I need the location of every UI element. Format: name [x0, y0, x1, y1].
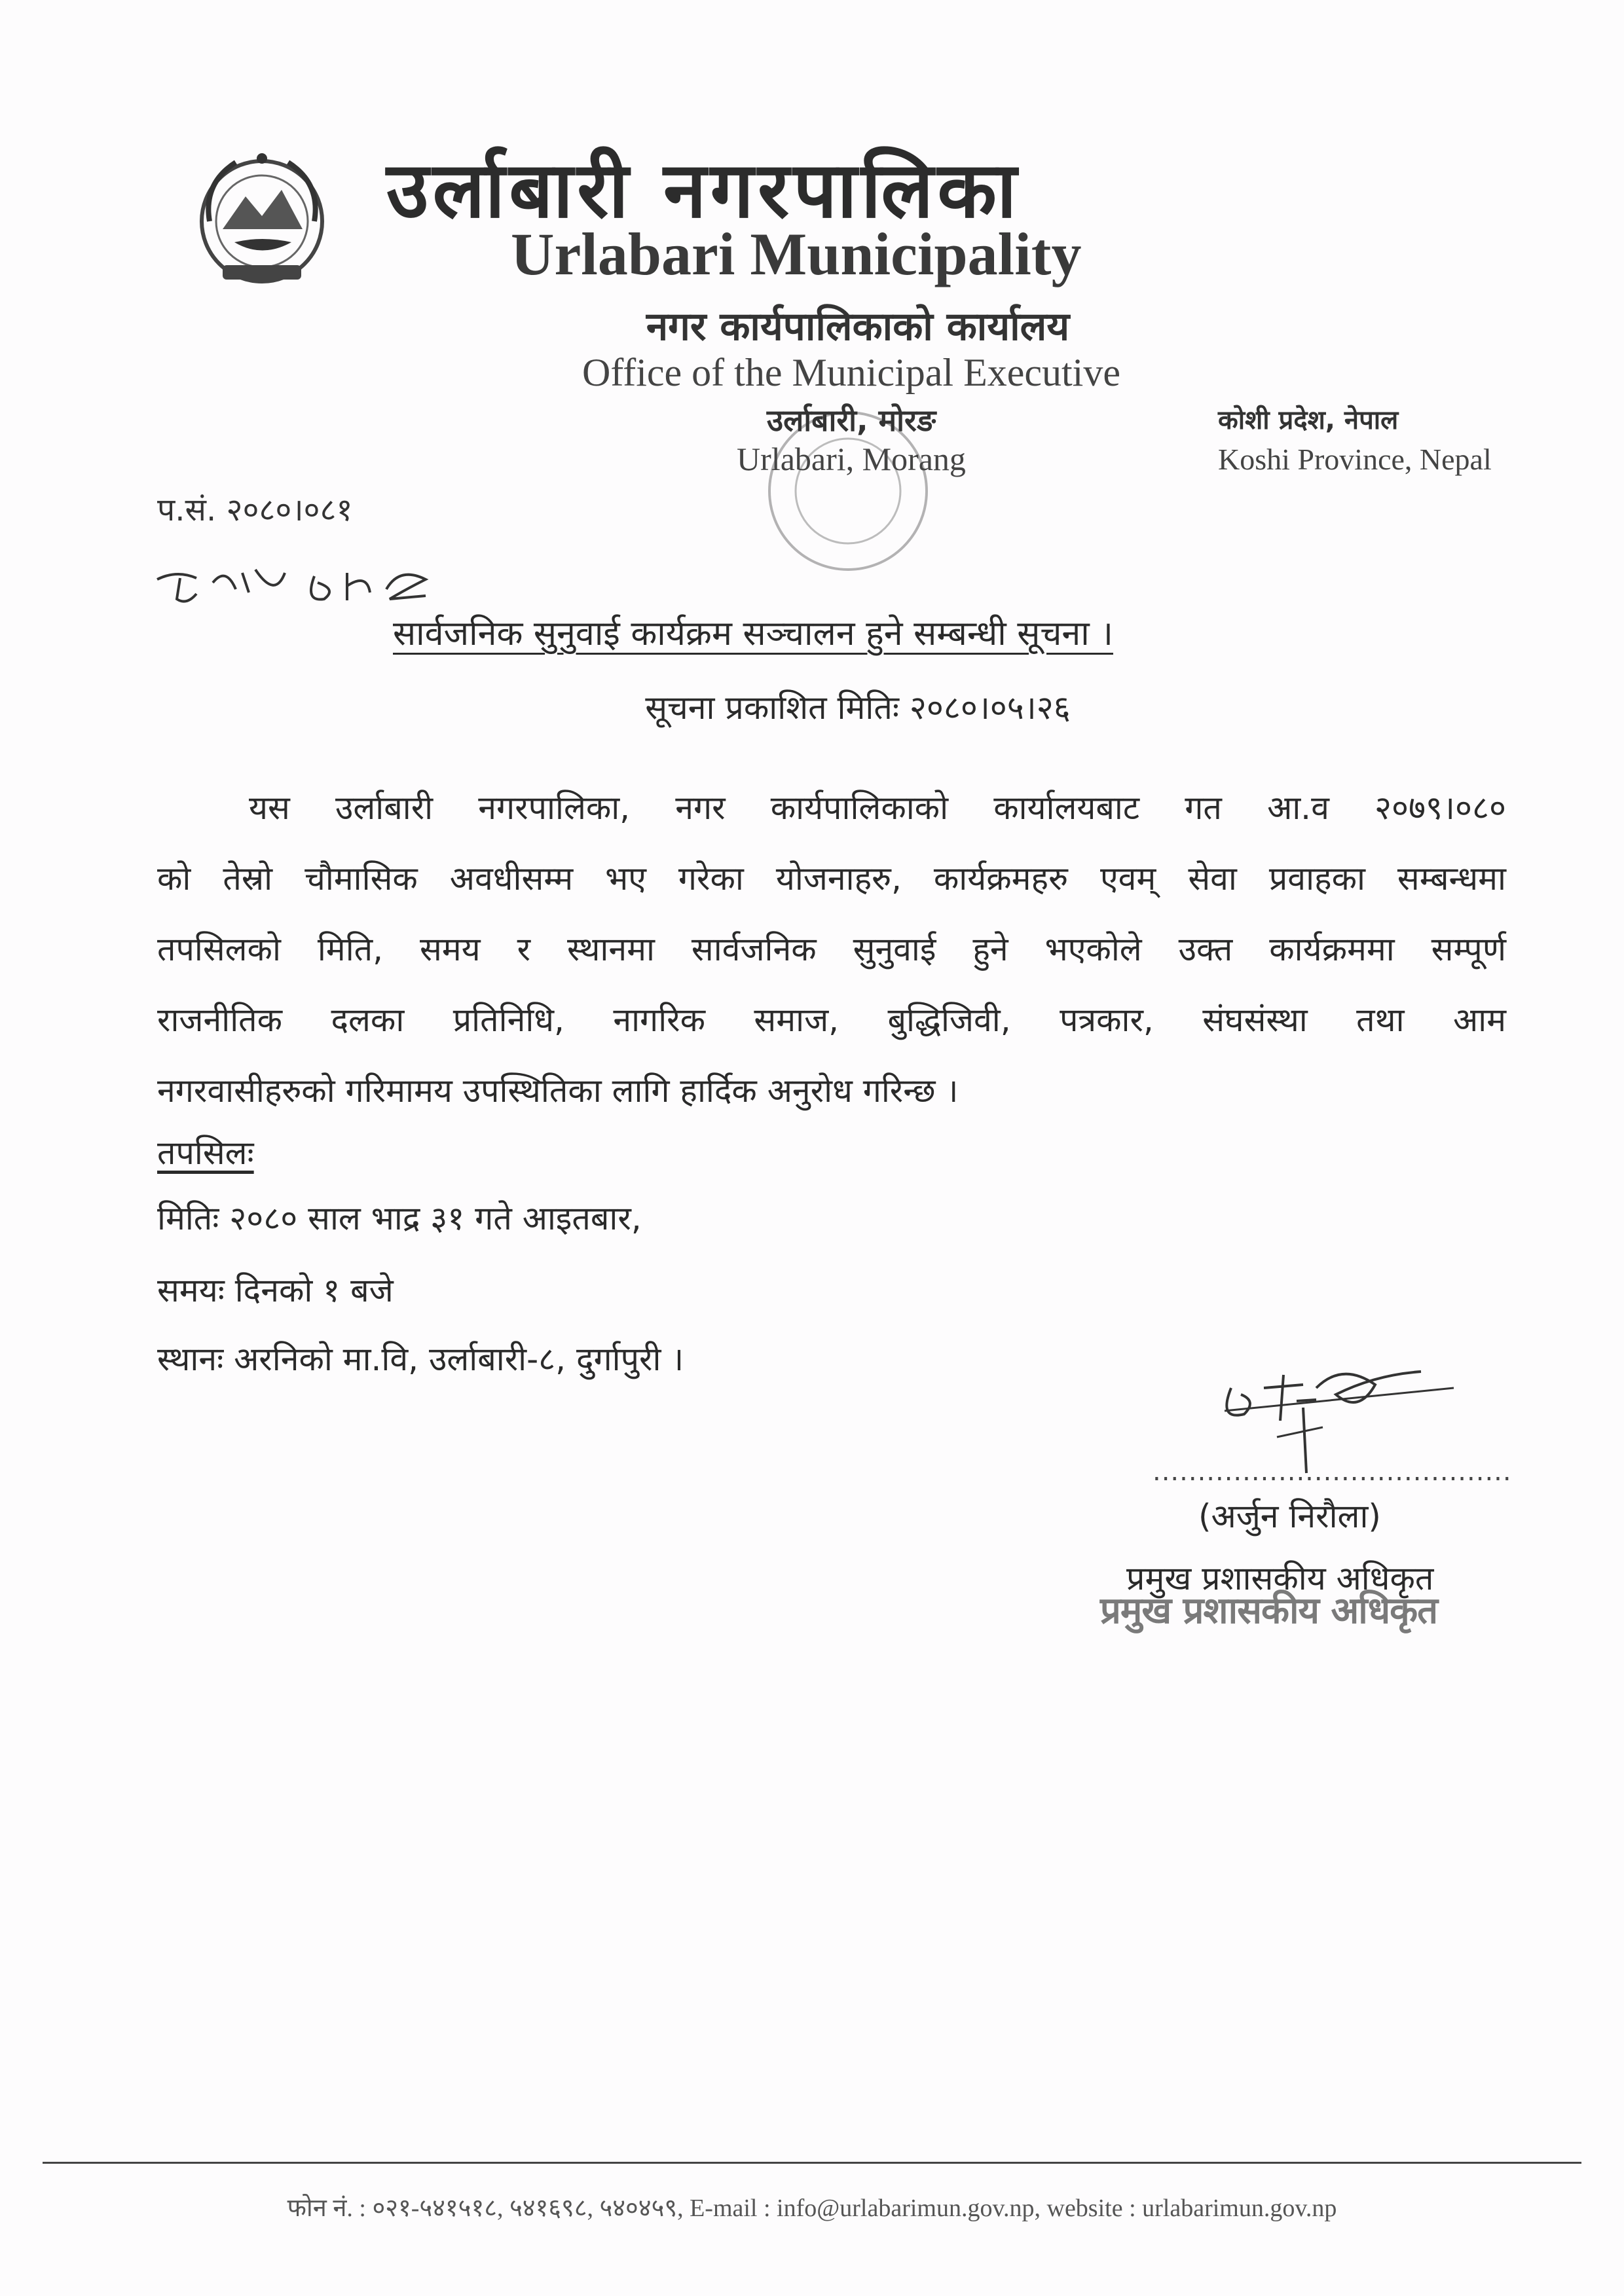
notice-body	[157, 773, 1506, 1126]
schedule-heading: तपसिलः	[157, 1134, 254, 1172]
municipality-name-np: उर्लाबारी नगरपालिका	[386, 145, 1021, 235]
place-en: Urlabari, Morang	[737, 441, 966, 477]
province-en: Koshi Province, Nepal	[1218, 443, 1492, 476]
footer-contact: फोन नं. : ०२१-५४१५१८, ५४१६९८, ५४०४५९, E-mail : info@urlabarimun.gov.np, website : urlabarimun.gov.np	[287, 2195, 1337, 2222]
signer-name: (अर्जुन निरौला)	[1198, 1497, 1381, 1535]
footer-divider	[43, 2162, 1581, 2164]
notice-title: सार्वजनिक सुनुवाई कार्यक्रम सञ्चालन हुने सम्बन्धी सूचना ।	[393, 614, 1113, 653]
handwritten-dispatch-number	[151, 553, 445, 612]
published-date: सूचना प्रकाशित मितिः २०८०।०५।२६	[645, 689, 1071, 727]
body-line: यस उर्लाबारी नगरपालिका, नगर कार्यपालिकाको कार्यालयबाट गत आ.व २०७९।०८०	[249, 789, 1506, 827]
signature-dotted-line: ........................................	[1153, 1457, 1512, 1487]
event-venue: स्थानः अरनिको मा.वि, उर्लाबारी-८, दुर्गापुरी ।	[157, 1340, 684, 1378]
body-line: नगरवासीहरुको गरिमामय उपस्थितिका लागि हार्दिक अनुरोध गरिन्छ ।	[157, 1072, 959, 1110]
office-name-np: नगर कार्यपालिकाको कार्यालय	[646, 304, 1070, 350]
event-date: मितिः २०८० साल भाद्र ३१ गते आइतबार,	[157, 1199, 642, 1237]
office-name-en: Office of the Municipal Executive	[582, 351, 1120, 394]
signer-title: प्रमुख प्रशासकीय अधिकृत	[1126, 1559, 1434, 1597]
municipality-name-en: Urlabari Municipality	[511, 221, 1082, 287]
body-line: को तेस्रो चौमासिक अवधीसम्म भए गरेका योजनाहरु, कार्यक्रमहरु एवम् सेवा प्रवाहका सम्बन्धमा	[157, 860, 1506, 898]
nepal-emblem-logo	[183, 144, 341, 295]
body-line: राजनीतिक दलका प्रतिनिधि, नागरिक समाज, बुद्धिजिवी, पत्रकार, संघसंस्था तथा आम	[157, 1001, 1506, 1039]
place-np: उर्लाबारी, मोरङ	[766, 403, 936, 438]
signer-title-stamp: प्रमुख प्रशासकीय अधिकृत	[1100, 1590, 1438, 1632]
body-line: तपसिलको मिति, समय र स्थानमा सार्वजनिक सुनुवाई हुने भएकोले उक्त कार्यक्रममा सम्पूर्ण	[157, 930, 1506, 968]
province-np: कोशी प्रदेश, नेपाल	[1218, 405, 1399, 435]
reference-number: प.सं. २०८०।०८१	[157, 492, 353, 528]
event-time: समयः दिनको १ बजे	[157, 1271, 394, 1309]
